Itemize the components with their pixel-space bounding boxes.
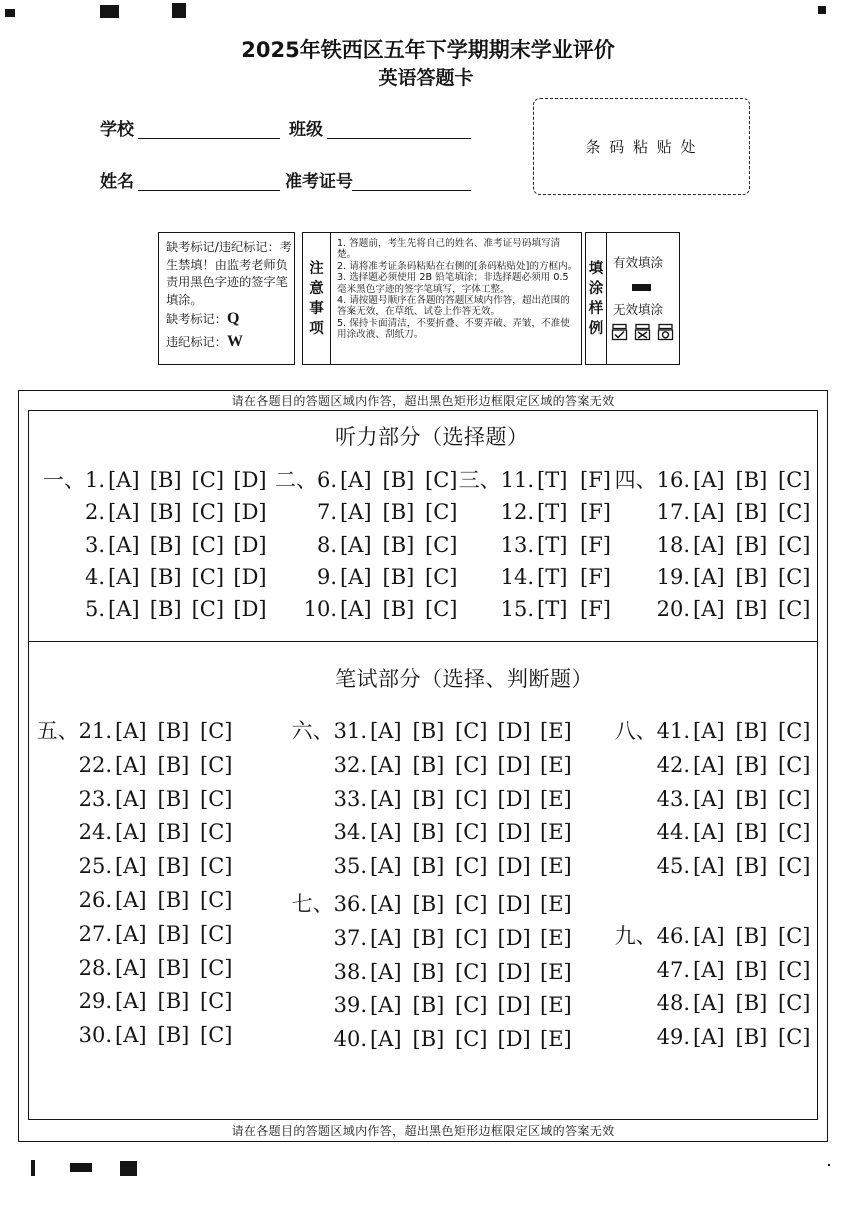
answer-option: [D] — [233, 564, 267, 589]
answer-option: [C] — [200, 820, 233, 845]
answer-option: [B] — [735, 991, 768, 1016]
question-number: 18. — [656, 532, 690, 557]
answer-option: [C] — [455, 719, 488, 743]
question-number: 4. — [84, 564, 105, 589]
answer-option: [E] — [540, 854, 572, 879]
question-lead — [657, 854, 690, 878]
answer-option: [D] — [497, 925, 531, 950]
answer-option: [A] — [370, 854, 402, 879]
question-number: 25. — [78, 854, 112, 879]
answer-option: [B] — [157, 888, 190, 912]
answer-option: [C] — [455, 752, 488, 777]
listening-section-title: 听力部分（选择题） — [335, 425, 529, 449]
answer-option: [A] — [693, 564, 725, 589]
question-number: 14. — [500, 564, 534, 589]
answer-option: [B] — [149, 468, 182, 492]
question-number: 33. — [333, 786, 367, 811]
answer-option: [A] — [693, 1025, 725, 1050]
answer-option: [C] — [200, 1023, 233, 1048]
answer-option: [B] — [412, 959, 445, 984]
group-label: 三、 — [458, 468, 501, 492]
answer-option: [B] — [735, 786, 768, 811]
question-lead — [657, 787, 690, 811]
question-lead — [657, 1025, 690, 1049]
answer-option: [T] — [537, 564, 568, 589]
question-number: 2. — [84, 500, 105, 525]
question-lead — [657, 991, 690, 1015]
answer-option: [C] — [200, 888, 233, 912]
question-row — [0, 753, 860, 777]
answer-option: [C] — [778, 923, 811, 948]
answer-option: [C] — [778, 468, 811, 492]
question-number: 42. — [656, 752, 690, 777]
answer-option: [C] — [200, 752, 233, 777]
question-number: 35. — [333, 854, 367, 879]
answer-option: [A] — [370, 1027, 402, 1052]
question-lead — [657, 565, 690, 589]
answer-option: [B] — [157, 786, 190, 811]
answer-option: [A] — [115, 752, 147, 777]
answer-option: [A] — [693, 532, 725, 557]
answer-option: [C] — [778, 854, 811, 879]
answer-option: [C] — [200, 921, 233, 946]
answer-option: [F] — [580, 500, 611, 525]
question-number: 49. — [656, 1025, 690, 1050]
violation-mark-label: 违纪标记： — [166, 335, 227, 349]
answer-option: [D] — [497, 820, 531, 845]
answer-option: [D] — [497, 786, 531, 811]
answer-option: [C] — [455, 1027, 488, 1052]
group-label: 一、 — [42, 468, 85, 492]
question-number: 26. — [78, 888, 112, 912]
notes-item: 5. 保持卡面清洁，不要折叠、不要弄破、弄皱，不准使用涂改液、刮纸刀。 — [337, 317, 570, 341]
group-label: 七、 — [291, 892, 334, 916]
question-number: 36. — [333, 892, 367, 916]
question-lead — [657, 533, 690, 557]
answer-option: [B] — [382, 532, 415, 557]
question-number: 39. — [333, 993, 367, 1018]
group-label: 六、 — [291, 719, 334, 743]
question-row — [0, 597, 860, 621]
question-lead — [615, 924, 690, 948]
answer-option: [B] — [157, 820, 190, 845]
question-number: 17. — [656, 500, 690, 525]
group-label: 五、 — [36, 719, 79, 743]
answer-option: [D] — [497, 719, 531, 743]
question-number: 23. — [78, 786, 112, 811]
answer-option: [A] — [340, 468, 372, 492]
question-number: 24. — [78, 820, 112, 845]
question-row — [0, 1025, 860, 1052]
answer-option: [B] — [735, 532, 768, 557]
question-number: 7. — [316, 500, 337, 525]
group-label: 四、 — [614, 468, 657, 492]
answer-option: [C] — [191, 500, 225, 525]
boundary-notice-top: 请在各题目的答题区域内作答，超出黑色矩形边框限定区域的答案无效 — [231, 394, 615, 408]
question-number: 41. — [656, 719, 690, 743]
answer-option: [B] — [735, 957, 768, 982]
question-lead — [292, 892, 367, 916]
question-row — [0, 991, 860, 1018]
answer-option: [B] — [412, 1027, 445, 1052]
question-lead — [615, 719, 690, 743]
answer-option: [A] — [115, 921, 147, 946]
answer-option: [A] — [108, 500, 140, 525]
answer-option: [B] — [735, 719, 768, 743]
question-lead — [657, 820, 690, 844]
answer-option: [A] — [108, 564, 140, 589]
answer-option: [A] — [115, 955, 147, 980]
question-row — [0, 533, 860, 557]
answer-option: [A] — [108, 597, 140, 622]
answer-option: [C] — [778, 1025, 811, 1050]
notes-item: 1. 答题前，考生先将自己的姓名、准考证号码填写清楚。 — [337, 238, 561, 261]
question-row — [0, 719, 860, 743]
absence-instructions: 缺考标记/违纪标记：考生禁填！由监考老师负责用黑色字迹的签字笔填涂。 — [166, 240, 292, 307]
answer-option: [T] — [537, 500, 568, 525]
answer-option: [C] — [191, 597, 225, 622]
boundary-notice-bottom: 请在各题目的答题区域内作答，超出黑色矩形边框限定区域的答案无效 — [231, 1124, 615, 1138]
answer-option: [B] — [157, 752, 190, 777]
answer-option: [B] — [382, 597, 415, 622]
answer-option: [A] — [370, 993, 402, 1018]
answer-option: [C] — [455, 854, 488, 879]
answer-option: [D] — [497, 892, 531, 916]
answer-option: [A] — [370, 892, 402, 916]
answer-option: [A] — [340, 500, 372, 525]
answer-option: [C] — [778, 786, 811, 811]
answer-option: [A] — [340, 532, 372, 557]
answer-option: [C] — [455, 786, 488, 811]
answer-option: [C] — [191, 468, 225, 492]
answer-option: [D] — [497, 752, 531, 777]
answer-option: [C] — [200, 955, 233, 980]
question-number: 8. — [316, 532, 337, 557]
question-lead — [615, 468, 690, 492]
barcode-label: 条 码 粘 贴 处 — [585, 138, 698, 156]
answer-option: [A] — [115, 888, 147, 912]
answer-option: [D] — [233, 597, 267, 622]
answer-option: [C] — [191, 532, 225, 557]
answer-option: [B] — [412, 892, 445, 916]
answer-option: [E] — [540, 820, 572, 845]
answer-option: [A] — [370, 752, 402, 777]
answer-option: [F] — [580, 564, 611, 589]
question-number: 30. — [78, 1023, 112, 1048]
question-number: 13. — [500, 532, 534, 557]
class-label: 班级 — [289, 120, 323, 140]
answer-option: [B] — [735, 468, 768, 492]
question-number: 3. — [84, 532, 105, 557]
question-row — [0, 820, 860, 844]
exam-id-label: 准考证号 — [285, 172, 353, 192]
question-number: 27. — [78, 921, 112, 946]
answer-option: [B] — [382, 564, 415, 589]
question-number: 34. — [333, 820, 367, 845]
answer-option: [B] — [735, 752, 768, 777]
question-number: 45. — [656, 854, 690, 879]
answer-option: [A] — [693, 820, 725, 845]
answer-option: [A] — [340, 597, 372, 622]
answer-option: [B] — [157, 955, 190, 980]
notes-item: 3. 选择题必须使用 2B 铅笔填涂；非选择题必须用 0.5 毫米黑色字迹的签字笔填写，字体工整。 — [337, 272, 569, 295]
answer-option: [T] — [537, 468, 568, 492]
answer-option: [A] — [370, 820, 402, 845]
question-number: 19. — [656, 564, 690, 589]
answer-option: [C] — [455, 925, 488, 950]
question-number: 47. — [656, 957, 690, 982]
answer-option: [A] — [693, 500, 725, 525]
answer-option: [B] — [412, 854, 445, 879]
answer-option: [C] — [425, 468, 458, 492]
answer-option: [A] — [115, 989, 147, 1014]
answer-option: [C] — [425, 532, 458, 557]
answer-option: [B] — [157, 719, 190, 743]
question-row — [0, 468, 860, 492]
notes-item: 2. 请将准考证条码粘贴在右侧的[条码粘贴处]的方框内。 — [337, 260, 578, 272]
invalid-fill-label: 无效填涂 — [613, 302, 664, 317]
answer-option: [A] — [693, 752, 725, 777]
question-number: 10. — [303, 597, 337, 622]
answer-option: [C] — [778, 991, 811, 1016]
writing-section-title: 笔试部分（选择、判断题） — [335, 667, 593, 691]
question-number: 5. — [84, 597, 105, 622]
answer-option: [E] — [540, 892, 572, 916]
answer-option: [E] — [540, 719, 572, 743]
answer-option: [B] — [412, 820, 445, 845]
answer-option: [C] — [778, 597, 811, 622]
question-row — [0, 854, 860, 878]
answer-option: [B] — [412, 993, 445, 1018]
answer-option: [D] — [497, 993, 531, 1018]
answer-option: [C] — [425, 500, 458, 525]
group-label: 二、 — [274, 468, 317, 492]
question-number: 12. — [500, 500, 534, 525]
question-row — [0, 565, 860, 589]
question-lead — [657, 500, 690, 524]
answer-option: [E] — [540, 925, 572, 950]
answer-option: [E] — [540, 786, 572, 811]
answer-option: [C] — [191, 564, 225, 589]
answer-option: [B] — [735, 854, 768, 879]
answer-option: [C] — [425, 564, 458, 589]
absent-mark-symbol: Q — [226, 310, 240, 327]
answer-option: [A] — [370, 786, 402, 811]
notes-title: 注意事项 — [309, 260, 324, 337]
absent-mark-label: 缺考标记： — [166, 312, 227, 326]
question-number: 48. — [656, 991, 690, 1016]
answer-option: [A] — [108, 532, 140, 557]
answer-option: [C] — [778, 752, 811, 777]
answer-option: [B] — [382, 500, 415, 525]
answer-option: [A] — [693, 957, 725, 982]
answer-option: [B] — [149, 532, 182, 557]
answer-option: [E] — [540, 959, 572, 984]
question-number: 46. — [656, 923, 690, 948]
answer-option: [B] — [412, 752, 445, 777]
answer-option: [T] — [537, 532, 568, 557]
question-number: 32. — [333, 752, 367, 777]
question-number: 43. — [656, 786, 690, 811]
question-row — [0, 787, 860, 811]
answer-option: [A] — [115, 719, 147, 743]
answer-option: [A] — [115, 786, 147, 811]
answer-option: [F] — [580, 468, 611, 492]
answer-option: [F] — [580, 532, 611, 557]
school-label: 学校 — [100, 120, 134, 140]
question-number: 22. — [78, 752, 112, 777]
answer-option: [A] — [370, 925, 402, 950]
answer-option: [A] — [693, 923, 725, 948]
group-label: 八、 — [614, 719, 657, 743]
answer-option: [A] — [370, 719, 402, 743]
question-row — [0, 500, 860, 524]
answer-option: [C] — [778, 564, 811, 589]
answer-option: [A] — [693, 468, 725, 492]
answer-option: [D] — [233, 532, 267, 557]
answer-option: [D] — [497, 1027, 531, 1052]
fill-example-title: 填涂样例 — [588, 260, 604, 337]
answer-option: [C] — [455, 959, 488, 984]
answer-option: [C] — [455, 892, 488, 916]
answer-option: [B] — [735, 820, 768, 845]
answer-option: [B] — [157, 854, 190, 879]
answer-option: [F] — [580, 597, 611, 622]
answer-option: [B] — [157, 989, 190, 1014]
notes-item: 4. 请按题号顺序在各题的答题区域内作答，超出范围的答案无效，在草纸、试卷上作答无效。 — [337, 295, 570, 318]
answer-option: [B] — [735, 923, 768, 948]
answer-option: [B] — [735, 1025, 768, 1050]
answer-option: [A] — [115, 854, 147, 879]
answer-option: [C] — [778, 957, 811, 982]
answer-option: [C] — [425, 597, 458, 622]
answer-option: [A] — [693, 597, 725, 622]
answer-option: [A] — [370, 959, 402, 984]
answer-option: [A] — [108, 468, 140, 492]
answer-option: [A] — [693, 719, 725, 743]
question-number: 6. — [316, 468, 337, 492]
question-number: 20. — [656, 597, 690, 622]
question-number: 38. — [333, 959, 367, 984]
answer-option: [D] — [233, 468, 267, 492]
name-label: 姓名 — [100, 172, 134, 192]
valid-fill-label: 有效填涂 — [613, 255, 664, 270]
answer-option: [A] — [693, 854, 725, 879]
answer-option: [B] — [157, 921, 190, 946]
answer-option: [D] — [233, 500, 267, 525]
answer-option: [C] — [455, 993, 488, 1018]
question-lead — [657, 597, 690, 621]
answer-option: [C] — [200, 719, 233, 743]
answer-option: [B] — [735, 500, 768, 525]
answer-option: [A] — [115, 1023, 147, 1048]
answer-option: [B] — [735, 564, 768, 589]
answer-option: [A] — [693, 991, 725, 1016]
question-number: 15. — [500, 597, 534, 622]
answer-option: [B] — [412, 719, 445, 743]
question-number: 11. — [500, 468, 534, 492]
answer-option: [B] — [149, 597, 182, 622]
violation-mark-symbol: W — [226, 333, 243, 350]
answer-option: [T] — [537, 597, 568, 622]
question-number: 16. — [656, 468, 690, 492]
answer-option: [B] — [735, 597, 768, 622]
answer-option: [C] — [200, 989, 233, 1014]
answer-option: [D] — [497, 959, 531, 984]
question-row — [0, 921, 860, 948]
question-number: 40. — [333, 1027, 367, 1052]
question-lead — [657, 958, 690, 982]
question-number: 1. — [84, 468, 105, 492]
question-number: 28. — [78, 955, 112, 980]
answer-option: [C] — [200, 786, 233, 811]
answer-option: [D] — [497, 854, 531, 879]
question-number: 21. — [78, 719, 112, 743]
exam-title: 2025年铁西区五年下学期期末学业评价 — [241, 38, 615, 62]
answer-option: [B] — [149, 564, 182, 589]
answer-option: [B] — [149, 500, 182, 525]
question-number: 9. — [316, 564, 337, 589]
question-row — [0, 955, 860, 982]
answer-option: [E] — [540, 993, 572, 1018]
answer-option: [B] — [382, 468, 415, 492]
answer-option: [A] — [693, 786, 725, 811]
group-label: 九、 — [614, 923, 657, 948]
question-number: 37. — [333, 925, 367, 950]
question-row — [0, 892, 860, 916]
question-lead — [657, 753, 690, 777]
answer-card-title: 英语答题卡 — [378, 67, 474, 89]
question-number: 29. — [78, 989, 112, 1014]
answer-option: [C] — [778, 719, 811, 743]
answer-option: [A] — [340, 564, 372, 589]
answer-option: [C] — [778, 500, 811, 525]
answer-option: [E] — [540, 1027, 572, 1052]
question-number: 44. — [656, 820, 690, 845]
answer-option: [C] — [455, 820, 488, 845]
answer-option: [B] — [157, 1023, 190, 1048]
answer-option: [C] — [778, 820, 811, 845]
answer-option: [B] — [412, 925, 445, 950]
answer-option: [B] — [412, 786, 445, 811]
answer-option: [E] — [540, 752, 572, 777]
answer-option: [C] — [778, 532, 811, 557]
answer-option: [A] — [115, 820, 147, 845]
question-number: 31. — [333, 719, 367, 743]
answer-option: [C] — [200, 854, 233, 879]
